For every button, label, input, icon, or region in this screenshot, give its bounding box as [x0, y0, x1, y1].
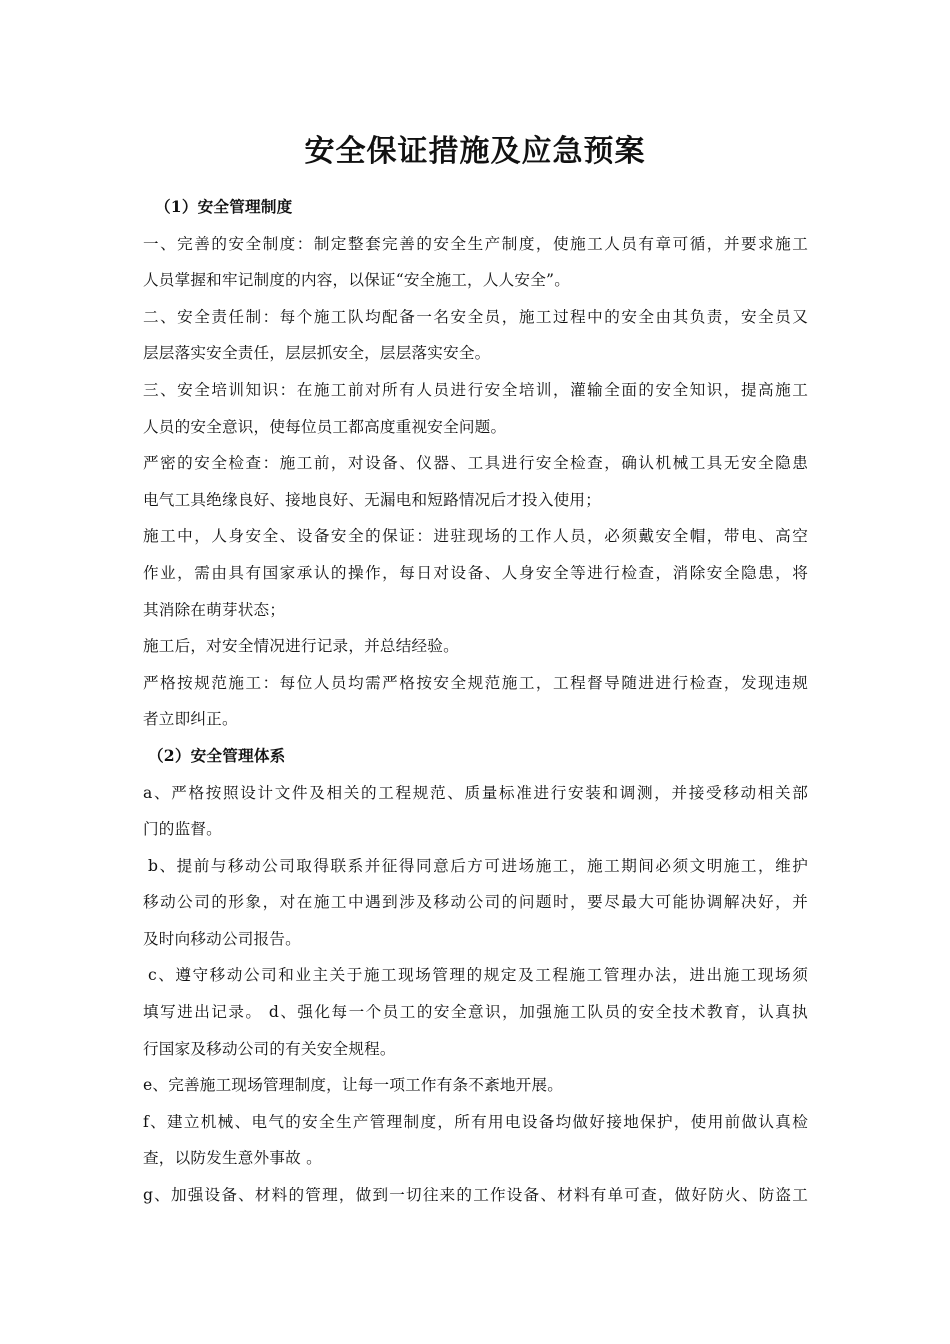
paragraph-line: 人员掌握和牢记制度的内容，以保证“安全施工，人人安全”。: [143, 271, 570, 290]
list-item-line: 填写进出记录。 d、强化每一个员工的安全意识，加强施工队员的安全技术教育，认真执: [143, 1003, 808, 1022]
list-item-line: f、建立机械、电气的安全生产管理制度，所有用电设备均做好接地保护，使用前做认真检: [143, 1112, 808, 1131]
list-item-line: 查，以防发生意外事故 。: [143, 1149, 322, 1168]
list-item-line: e、完善施工现场管理制度，让每一项工作有条不紊地开展。: [143, 1076, 564, 1095]
list-item-line: 及时向移动公司报告。: [143, 929, 301, 948]
section-heading-2: （2）安全管理体系: [148, 745, 286, 765]
list-item-line: b、提前与移动公司取得联系并征得同意后方可进场施工，施工期间必须文明施工，维护: [148, 856, 808, 875]
list-item-line: 门的监督。: [143, 820, 222, 839]
paragraph-line: 人员的安全意识，使每位员工都高度重视安全问题。: [143, 417, 507, 436]
paragraph-line: 二、安全责任制：每个施工队均配备一名安全员，施工过程中的安全由其负责，安全员又: [143, 307, 808, 326]
paragraph-line: 作业，需由具有国家承认的操作，每日对设备、人身安全等进行检查，消除安全隐患，将: [143, 563, 808, 582]
paragraph-line: 电气工具绝缘良好、接地良好、无漏电和短路情况后才投入使用；: [143, 490, 602, 509]
paragraph-line: 严密的安全检查：施工前，对设备、仪器、工具进行安全检查，确认机械工具无安全隐患: [143, 454, 808, 473]
list-item-line: c、遵守移动公司和业主关于施工现场管理的规定及工程施工管理办法，进出施工现场须: [148, 966, 808, 985]
section-heading-1: （1）安全管理制度: [155, 197, 293, 216]
list-item-line: 移动公司的形象，对在施工中遇到涉及移动公司的问题时，要尽最大可能协调解决好，并: [143, 893, 808, 912]
paragraph-line: 一、完善的安全制度：制定整套完善的安全生产制度，使施工人员有章可循，并要求施工: [143, 234, 808, 253]
list-item-line: a、严格按照设计文件及相关的工程规范、质量标准进行安装和调测，并接受移动相关部: [143, 783, 808, 802]
paragraph-line: 层层落实安全责任，层层抓安全，层层落实安全。: [143, 344, 491, 363]
document-title: 安全保证措施及应急预案: [304, 134, 646, 169]
list-item-line: g、加强设备、材料的管理，做到一切往来的工作设备、材料有单可查，做好防火、防盗工: [143, 1186, 808, 1205]
paragraph-line: 者立即纠正。: [143, 710, 238, 729]
paragraph-line: 严格按规范施工：每位人员均需严格按安全规范施工，工程督导随进进行检查，发现违规: [143, 673, 808, 692]
list-item-line: 行国家及移动公司的有关安全规程。: [143, 1039, 396, 1058]
paragraph-line: 三、安全培训知识：在施工前对所有人员进行安全培训，灌输全面的安全知识，提高施工: [143, 380, 808, 399]
document-body: [143, 189, 808, 1214]
paragraph-line: 其消除在萌芽状态；: [143, 600, 286, 619]
paragraph-line: 施工中，人身安全、设备安全的保证：进驻现场的工作人员，必须戴安全帽，带电、高空: [143, 527, 808, 546]
paragraph-line: 施工后，对安全情况进行记录，并总结经验。: [143, 637, 459, 656]
